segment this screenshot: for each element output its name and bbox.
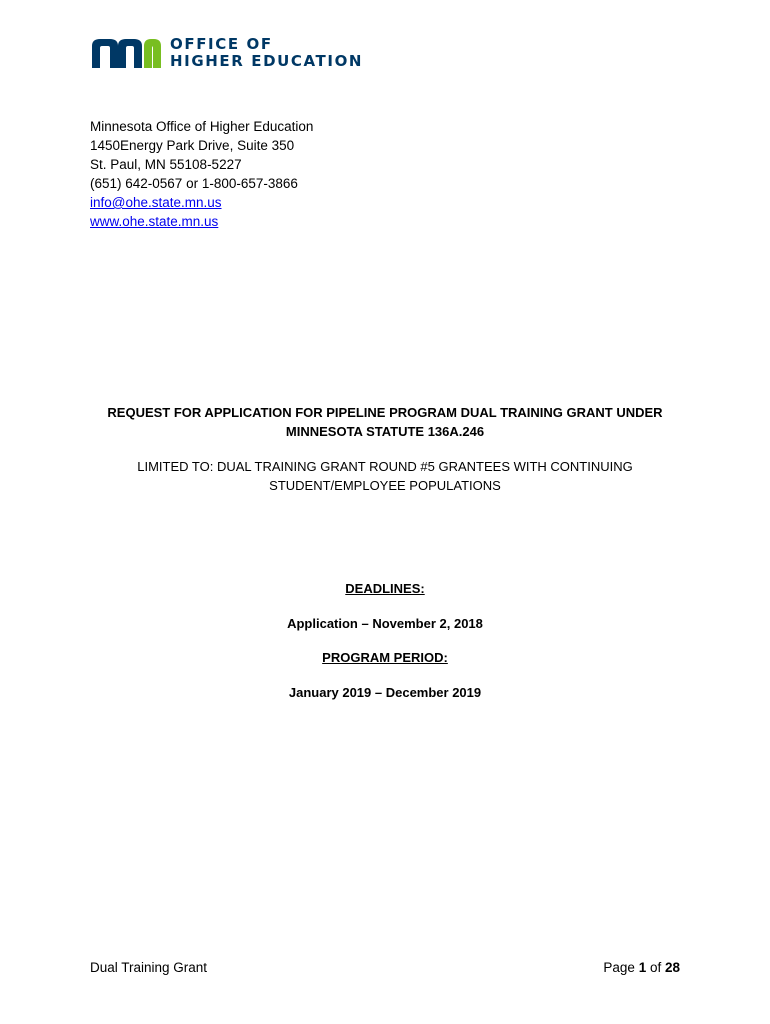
website-link[interactable]: www.ohe.state.mn.us [90, 214, 219, 229]
city-address: St. Paul, MN 55108-5227 [90, 157, 242, 172]
page-current: 1 [638, 960, 647, 975]
application-deadline: Application – November 2, 2018 [287, 616, 483, 631]
org-name: Minnesota Office of Higher Education [90, 119, 314, 134]
title-line-1: REQUEST FOR APPLICATION FOR PIPELINE PROGRAM DUAL TRAINING GRANT UNDER [107, 405, 663, 420]
logo-line-2: HIGHER EDUCATION [170, 52, 364, 70]
email-link[interactable]: info@ohe.state.mn.us [90, 195, 222, 210]
program-period-heading: PROGRAM PERIOD: [322, 650, 448, 665]
deadlines-heading: DEADLINES: [345, 581, 425, 596]
contact-block [90, 117, 313, 231]
eligibility-notice [60, 457, 710, 495]
ohe-logo [90, 36, 390, 76]
logo-wordmark [170, 36, 363, 70]
page-prefix: Page [603, 960, 639, 975]
limited-line-2: STUDENT/EMPLOYEE POPULATIONS [269, 478, 501, 493]
logo-line-1: OFFICE OF [170, 35, 273, 53]
program-period: January 2019 – December 2019 [288, 685, 482, 700]
street-address: 1450Energy Park Drive, Suite 350 [90, 138, 295, 153]
limited-line-1: LIMITED TO: DUAL TRAINING GRANT ROUND #5 GRANTEES WITH CONTINUING [137, 459, 633, 474]
title-line-2: MINNESOTA STATUTE 136A.246 [285, 424, 485, 439]
document-title [60, 403, 710, 441]
page-number [603, 960, 680, 975]
page-total: 28 [664, 960, 680, 975]
page-of: of [646, 960, 665, 975]
mn-logo-icon [90, 36, 162, 70]
phone-numbers: (651) 642-0567 or 1-800-657-3866 [90, 176, 298, 191]
footer-title: Dual Training Grant [90, 960, 208, 975]
